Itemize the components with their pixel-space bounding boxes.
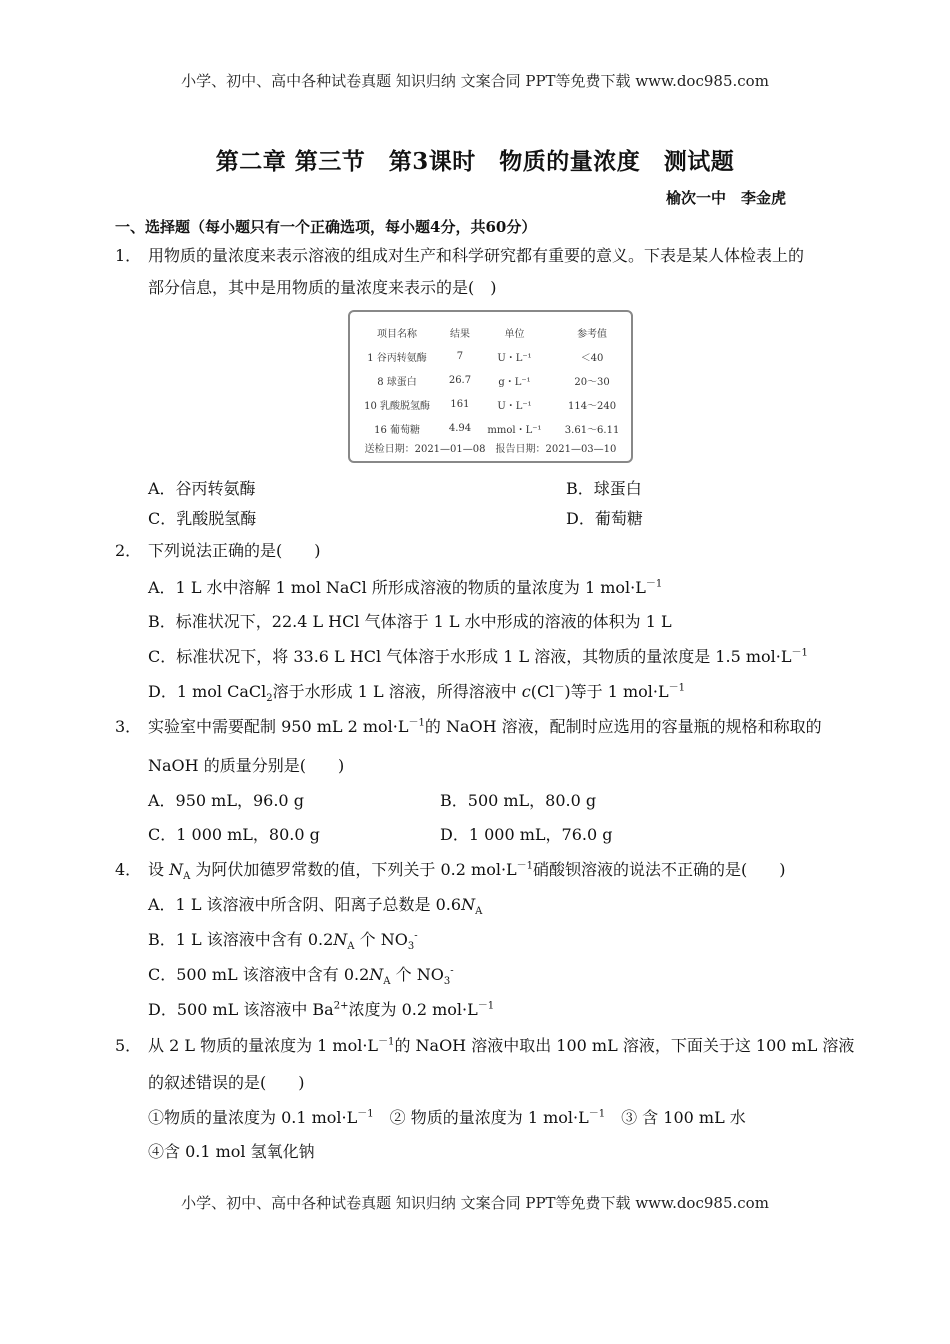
table-header: 参考值 bbox=[577, 328, 608, 340]
table-cell: U・L⁻¹ bbox=[497, 352, 532, 364]
table-header: 单位 bbox=[504, 328, 525, 340]
option-d bbox=[148, 1000, 494, 1020]
table-cell: 3.61～6.11 bbox=[564, 424, 620, 436]
italic-symbol: N bbox=[169, 860, 184, 879]
superscript: －1 bbox=[357, 1108, 374, 1120]
option-d bbox=[148, 682, 685, 705]
option-c: C．乳酸脱氢酶 bbox=[148, 509, 257, 528]
table-dates: 送检日期：2021—01—08 报告日期：2021—03—10 bbox=[364, 444, 617, 455]
question-text: 部分信息，其中是用物质的量浓度来表示的是( ) bbox=[148, 278, 497, 297]
option-b bbox=[148, 930, 418, 953]
option-b: B．标准状况下，22.4 L HCl 气体溶于 1 L 水中形成的溶液的体积为 1 L bbox=[148, 612, 672, 631]
option-text: A．1 L 水中溶解 1 mol NaCl 所形成溶液的物质的量浓度为 1 mol·L bbox=[148, 578, 646, 597]
option-a bbox=[148, 895, 483, 918]
table-cell: U・L⁻¹ bbox=[497, 400, 532, 412]
option-text: )等于 1 mol·L bbox=[564, 682, 669, 701]
author: 榆次一中 李金虎 bbox=[666, 189, 787, 207]
option-a: A．谷丙转氨酶 bbox=[148, 479, 256, 498]
table-row bbox=[350, 416, 631, 440]
question-text-part: 硝酸钡溶液的说法不正确的是( ) bbox=[533, 860, 786, 879]
question-text-part: 的 NaOH 溶液中取出 100 mL 溶液，下面关于这 100 mL 溶液 bbox=[394, 1036, 855, 1055]
question-text: 用物质的量浓度来表示溶液的组成对生产和科学研究都有重要的意义。下表是某人体检表上的 bbox=[148, 246, 805, 265]
superscript: －1 bbox=[588, 1108, 606, 1120]
superscript: －1 bbox=[645, 578, 663, 590]
question-text-part: 实验室中需要配制 950 mL 2 mol·L bbox=[148, 717, 409, 736]
table-header: 项目名称 bbox=[377, 328, 418, 340]
table-cell: 20～30 bbox=[574, 376, 610, 388]
table-row bbox=[350, 392, 631, 416]
page-title: 第二章 第三节 第3课时 物质的量浓度 测试题 bbox=[215, 148, 735, 175]
option-text: 个 NO bbox=[354, 930, 408, 949]
option-text: B．1 L 该溶液中含有 0.2 bbox=[148, 930, 334, 949]
table-cell: 26.7 bbox=[448, 374, 472, 386]
table-cell: 10 乳酸脱氢酶 bbox=[364, 400, 430, 412]
subscript: A bbox=[347, 941, 355, 953]
italic-symbol: c bbox=[521, 682, 531, 701]
table-cell: g・L⁻¹ bbox=[498, 376, 531, 388]
subscript: 3 bbox=[407, 941, 415, 953]
option-text: 个 NO bbox=[390, 965, 444, 984]
option-text: D．500 mL 该溶液中 Ba bbox=[148, 1000, 334, 1019]
question-number: 1． bbox=[115, 246, 142, 265]
subscript: A bbox=[475, 906, 483, 918]
superscript: 2+ bbox=[333, 1000, 349, 1012]
question-text: NaOH 的质量分别是( ) bbox=[148, 756, 345, 775]
checkup-table-image bbox=[348, 310, 633, 463]
table-row bbox=[350, 344, 631, 368]
question-number: 5． bbox=[115, 1036, 142, 1055]
question-text: 下列说法正确的是( ) bbox=[148, 541, 321, 560]
italic-symbol: N bbox=[369, 965, 384, 984]
statement-item: ④含 0.1 mol 氢氧化钠 bbox=[148, 1142, 315, 1161]
table-cell: 7 bbox=[456, 350, 464, 362]
superscript: －1 bbox=[668, 682, 685, 694]
section-heading: 一、选择题（每小题只有一个正确选项，每小题4分，共60分） bbox=[115, 218, 537, 236]
table-row bbox=[350, 368, 631, 392]
option-b: B．球蛋白 bbox=[566, 479, 642, 498]
question-text bbox=[148, 717, 822, 737]
page-footer: 小学、初中、高中各种试卷真题 知识归纳 文案合同 PPT等免费下载 www.doc985.com bbox=[181, 1194, 769, 1212]
question-text: 的叙述错误的是( ) bbox=[148, 1073, 305, 1092]
table-cell: 16 葡萄糖 bbox=[374, 424, 420, 436]
option-a: A．950 mL，96.0 g bbox=[148, 791, 304, 810]
page-header: 小学、初中、高中各种试卷真题 知识归纳 文案合同 PPT等免费下载 www.doc985.com bbox=[181, 72, 769, 90]
question-text-part: 从 2 L 物质的量浓度为 1 mol·L bbox=[148, 1036, 379, 1055]
question-number: 3． bbox=[115, 717, 142, 736]
superscript: - bbox=[414, 930, 418, 942]
option-text: 溶于水形成 1 L 溶液，所得溶液中 bbox=[272, 682, 522, 701]
table-cell: ＜40 bbox=[580, 352, 604, 364]
option-text: C．500 mL 该溶液中含有 0.2 bbox=[148, 965, 370, 984]
option-text: 浓度为 0.2 mol·L bbox=[348, 1000, 478, 1019]
superscript: - bbox=[450, 965, 454, 977]
option-d: D．葡萄糖 bbox=[566, 509, 643, 528]
option-c: C．1 000 mL，80.0 g bbox=[148, 825, 320, 844]
subscript: A bbox=[183, 871, 191, 883]
statement-item: ①物质的量浓度为 0.1 mol·L bbox=[148, 1108, 358, 1127]
question-number: 2． bbox=[115, 541, 142, 560]
option-a bbox=[148, 578, 662, 598]
table-cell: 114～240 bbox=[567, 400, 617, 412]
option-text: D．1 mol CaCl bbox=[148, 682, 267, 701]
option-text: (Cl bbox=[530, 682, 555, 701]
italic-symbol: N bbox=[461, 895, 476, 914]
superscript: －1 bbox=[516, 860, 534, 872]
superscript: －1 bbox=[408, 717, 425, 729]
table-cell: 161 bbox=[450, 398, 470, 410]
question-text-part: 的 NaOH 溶液，配制时应选用的容量瓶的规格和称取的 bbox=[424, 717, 822, 736]
table-cell: 4.94 bbox=[448, 422, 472, 434]
option-text: A．1 L 该溶液中所含阴、阳离子总数是 0.6 bbox=[148, 895, 462, 914]
table-cell: 1 谷丙转氨酶 bbox=[367, 352, 427, 364]
table-cell: mmol・L⁻¹ bbox=[487, 424, 542, 436]
subscript: 3 bbox=[443, 976, 451, 988]
question-text-part: 设 bbox=[148, 860, 170, 879]
statement-items bbox=[148, 1108, 746, 1128]
option-c bbox=[148, 965, 454, 988]
subscript: 2 bbox=[266, 693, 273, 705]
italic-symbol: N bbox=[333, 930, 348, 949]
option-text: C．标准状况下，将 33.6 L HCl 气体溶于水形成 1 L 溶液，其物质的量浓度是 1.5 mol·L bbox=[148, 647, 792, 666]
table-header-row bbox=[350, 320, 631, 344]
superscript: －1 bbox=[378, 1036, 395, 1048]
table-header: 结果 bbox=[449, 328, 470, 340]
statement-item: ② 物质的量浓度为 1 mol·L bbox=[373, 1108, 589, 1127]
question-text bbox=[148, 1036, 854, 1056]
question-text-part: 为阿伏加德罗常数的值，下列关于 0.2 mol·L bbox=[190, 860, 517, 879]
subscript: A bbox=[383, 976, 391, 988]
checkup-table bbox=[350, 320, 631, 440]
superscript: － bbox=[554, 682, 565, 694]
question-text bbox=[148, 860, 786, 883]
statement-item: ③ 含 100 mL 水 bbox=[605, 1108, 746, 1127]
option-d: D．1 000 mL，76.0 g bbox=[440, 825, 613, 844]
superscript: －1 bbox=[477, 1000, 495, 1012]
table-cell: 8 球蛋白 bbox=[377, 376, 417, 388]
option-b: B．500 mL，80.0 g bbox=[440, 791, 597, 810]
question-number: 4． bbox=[115, 860, 142, 879]
superscript: －1 bbox=[791, 647, 808, 659]
option-c bbox=[148, 647, 808, 667]
